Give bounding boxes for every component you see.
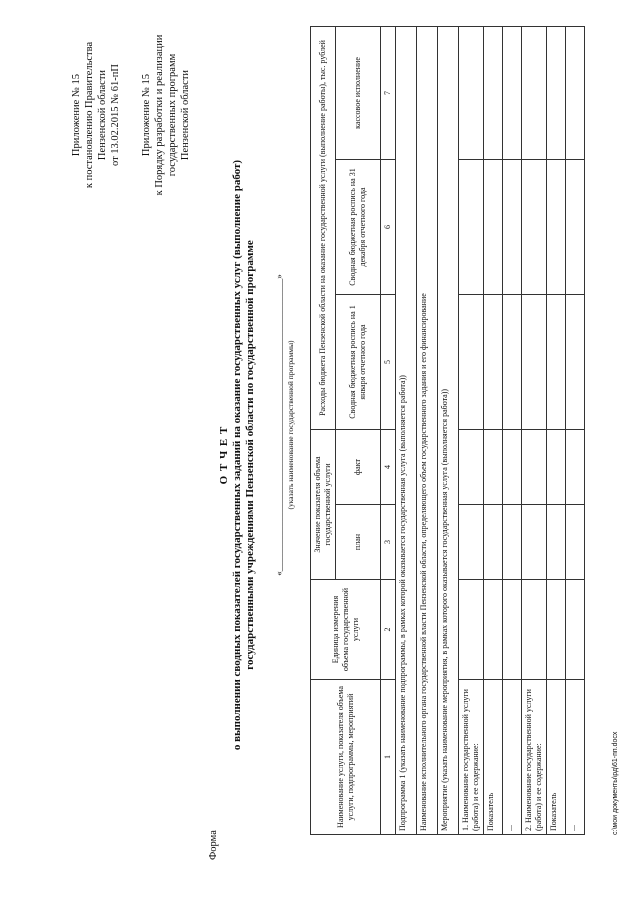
header-budget-group: Расходы бюджета Пензенской области на оказание государственной услуги (выполнение работы), тыс. рублей — [311, 26, 336, 429]
program-name-hint: (указать наименование государственной программы) — [286, 340, 295, 510]
table-row — [459, 26, 484, 834]
header-budget-jan1: Сводная бюджетная роспись на 1 января отчетного года — [336, 294, 381, 429]
column-number: 1 — [381, 680, 396, 835]
appendix-date: от 13.02.2015 № 61-пП — [110, 63, 121, 167]
column-number: 6 — [381, 159, 396, 294]
form-label: Форма — [208, 830, 219, 860]
report-heading — [218, 105, 257, 805]
table-row — [547, 26, 566, 834]
service-name-cell: 1. Наименование государственной услуги (работа) и ее содержание: — [459, 680, 484, 835]
appendix-block-government-decree — [70, 15, 122, 215]
executive-body-row — [417, 26, 438, 834]
table-row — [484, 26, 503, 834]
footer-file-path: c:\мои документы\рд\61-пп.docx — [612, 731, 619, 835]
subprogram-row — [396, 26, 417, 834]
header-fact: факт — [336, 429, 381, 504]
table-row — [503, 26, 522, 834]
appendix-reference: к Порядку разработки и реализации — [154, 34, 165, 196]
activity-cell: Мероприятие (указать наименование мероприятия, в рамках которого оказывается государственная услуга (выполняется работа)) — [438, 26, 459, 834]
report-subtitle-line2: государственными учреждениями Пензенской области по государственной программе — [244, 240, 256, 670]
header-plan: план — [336, 505, 381, 580]
column-numbers-row — [381, 26, 396, 834]
appendix-region: Пензенской области — [97, 69, 108, 161]
column-number: 3 — [381, 505, 396, 580]
column-number: 5 — [381, 294, 396, 429]
service-name-cell: 2. Наименование государственной услуги (работа) и ее содержание: — [522, 680, 547, 835]
appendix-programs: государственных программ — [167, 53, 178, 177]
table-row — [522, 26, 547, 834]
column-number: 2 — [381, 580, 396, 680]
header-cash: кассовое исполнение — [336, 26, 381, 159]
appendix-number: Приложение № 15 — [141, 73, 152, 157]
table-row — [566, 26, 585, 834]
ellipsis-cell: ... — [566, 680, 585, 835]
subprogram-cell: Подпрограмма 1 (указать наименование подпрограммы, в рамках которой оказывается государственная услуга (выполняется работа)) — [396, 26, 417, 834]
appendix-block-procedure — [140, 15, 192, 215]
header-unit: Единица измерения объема государственной услуги — [311, 580, 381, 680]
report-table — [310, 26, 585, 835]
appendix-number: Приложение № 15 — [71, 73, 82, 157]
report-subtitle-line1: о выполнении сводных показателей государственных заданий на оказание государственных услуг (выполнение работ) — [231, 159, 243, 751]
appendix-region: Пензенской области — [180, 69, 191, 161]
header-budget-dec31: Сводная бюджетная роспись на 31 декабря отчетного года — [336, 159, 381, 294]
appendix-reference: к постановлению Правительства — [84, 41, 95, 189]
header-value-group: Значение показателя объема государственной услуги — [311, 429, 336, 579]
executive-body-cell: Наименование исполнительного органа государственной власти Пензенской области, определяющего объем государственного задания и его финансирование — [417, 26, 438, 834]
column-number: 7 — [381, 26, 396, 159]
ellipsis-cell: ... — [503, 680, 522, 835]
report-title: О Т Ч Е Т — [218, 425, 230, 485]
activity-row — [438, 26, 459, 834]
indicator-cell: Показатель — [547, 680, 566, 835]
header-row-1 — [311, 26, 336, 834]
program-name-line: «_________________________________________________________________» — [274, 274, 284, 576]
header-name: Наименование услуги, показателя объема услуги, подпрограммы, мероприятий — [311, 680, 381, 835]
column-number: 4 — [381, 429, 396, 504]
indicator-cell: Показатель — [484, 680, 503, 835]
